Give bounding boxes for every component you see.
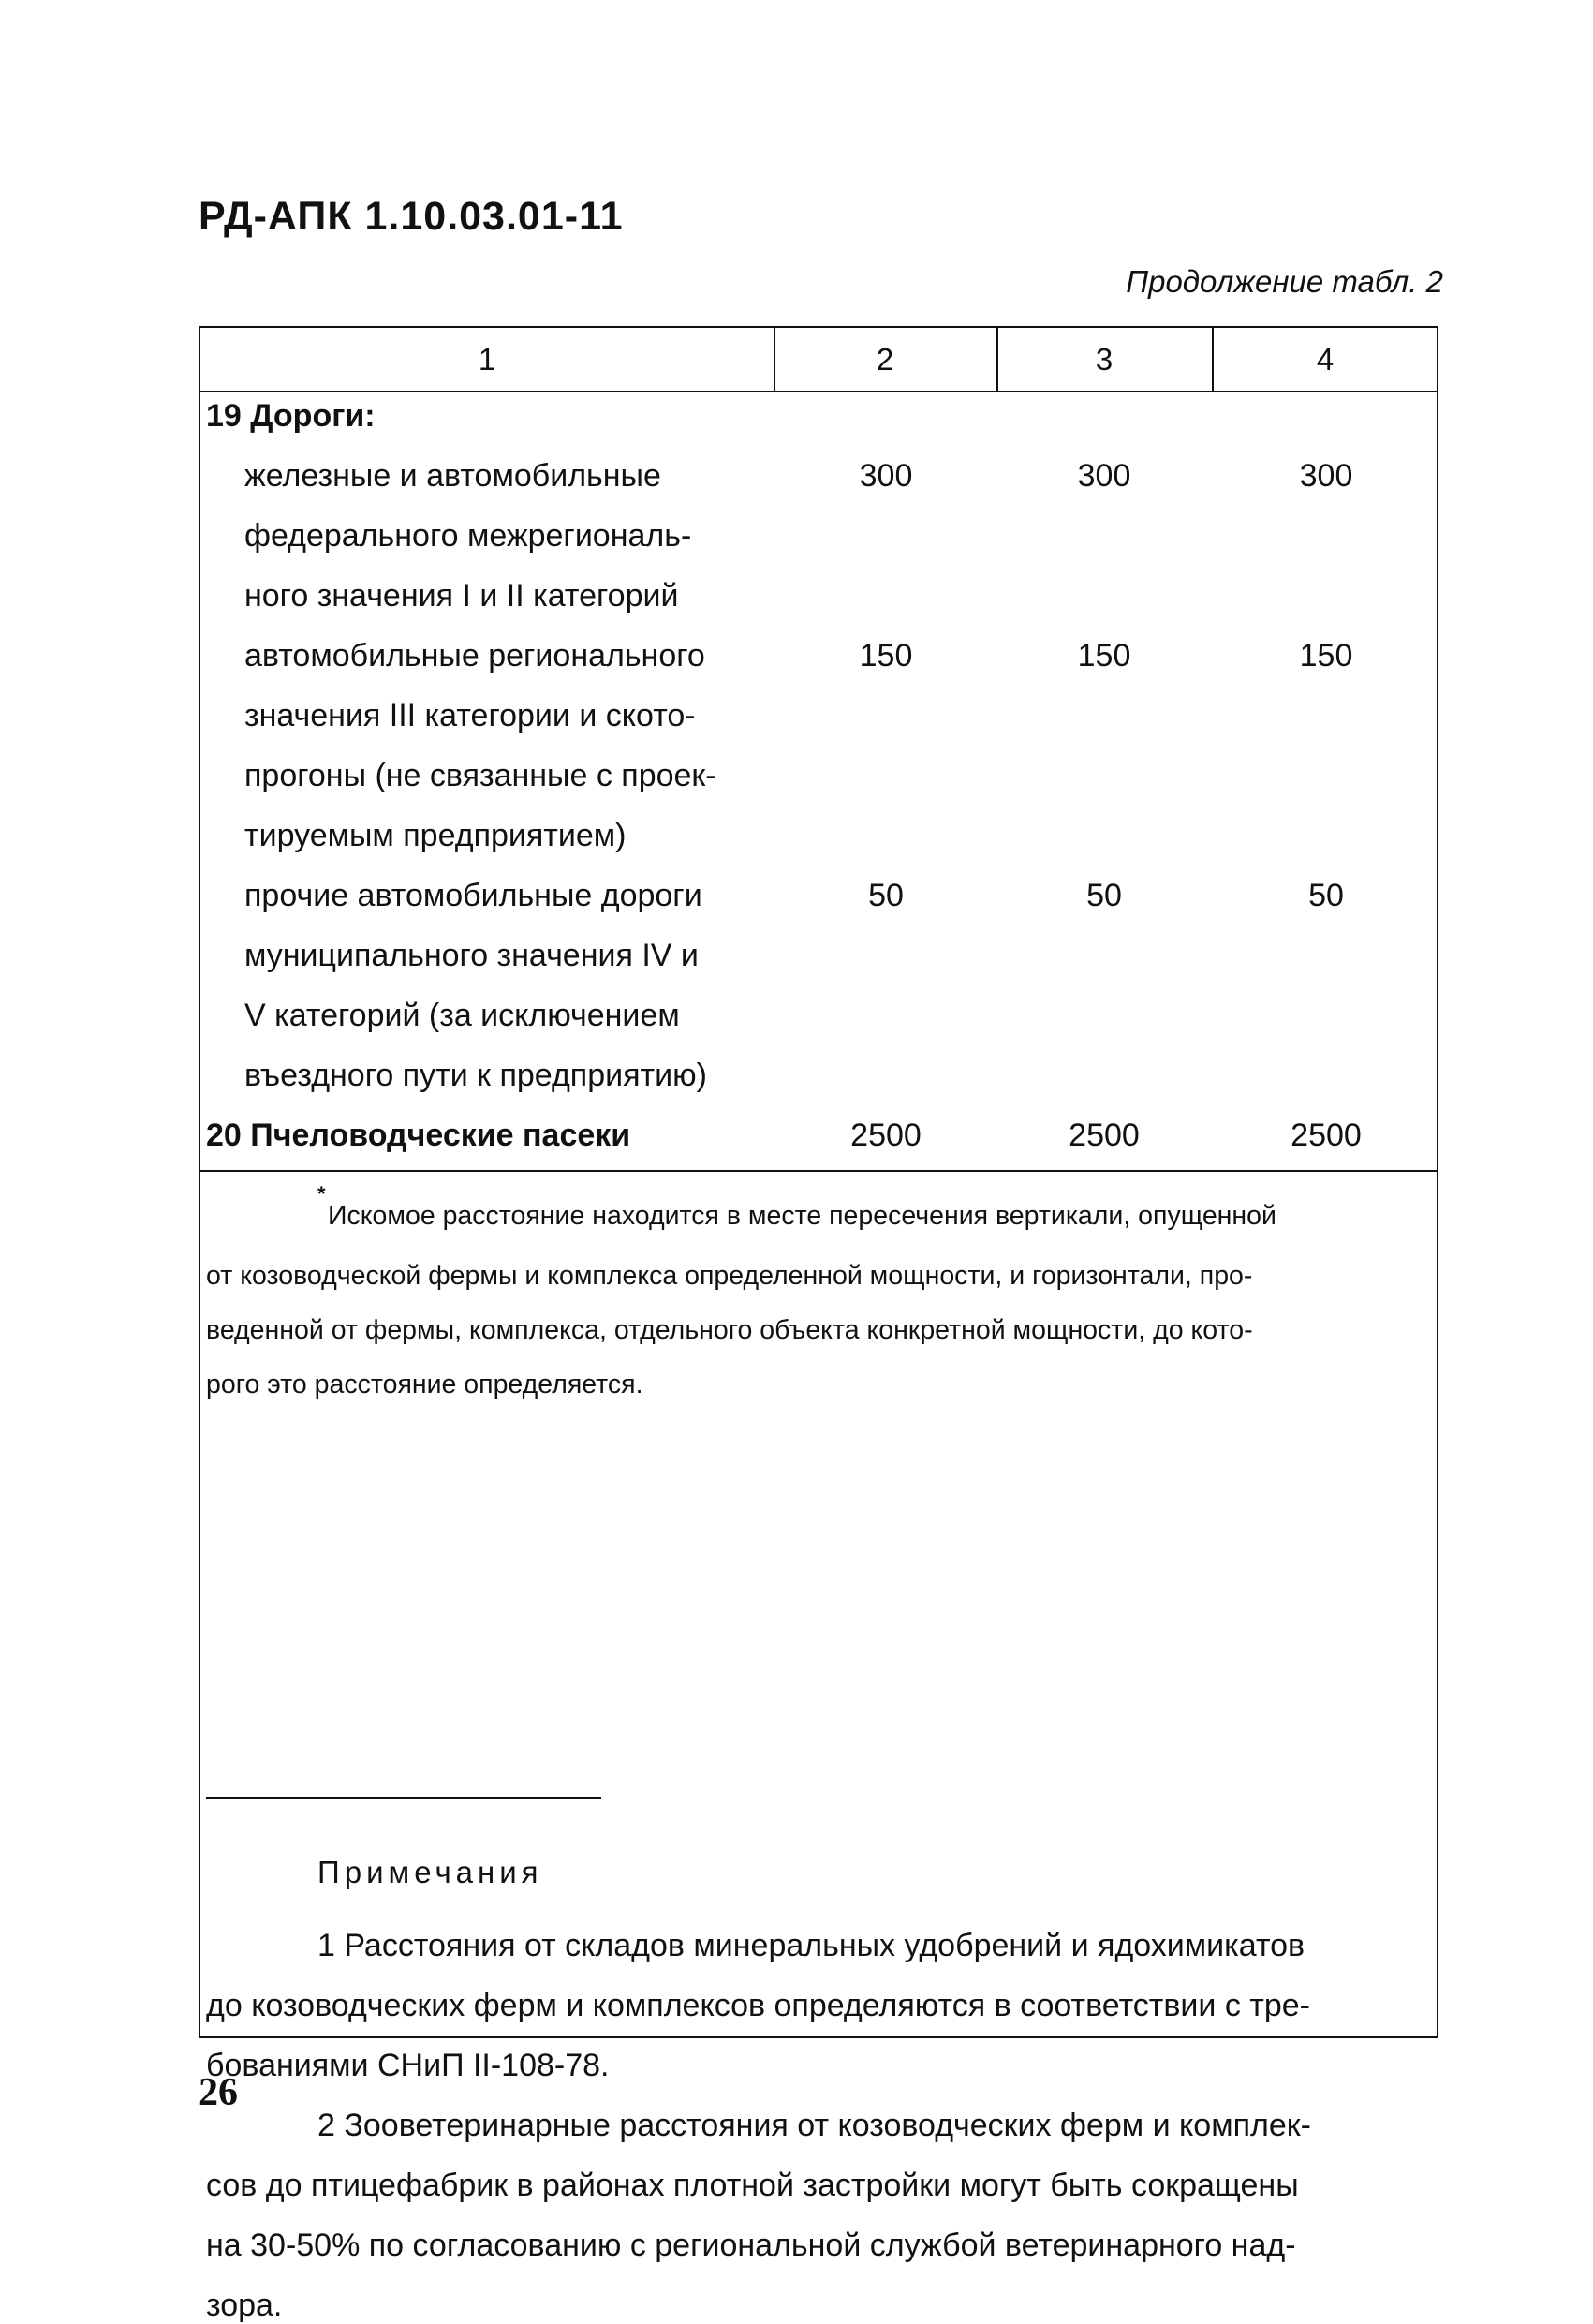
row-value-col2: 150 — [859, 638, 913, 674]
row-value-col3: 150 — [1077, 638, 1131, 674]
note-line: бованиями СНиП II-108-78. — [206, 2048, 610, 2083]
row-value-col2: 300 — [859, 458, 913, 494]
note-line: до козоводческих ферм и комплексов определяются в соответствии с тре- — [206, 1988, 1310, 2023]
note-line: зора. — [206, 2287, 283, 2323]
table-body — [200, 391, 1437, 1172]
column-header-3: 3 — [1095, 342, 1114, 377]
row-value-col4: 150 — [1299, 638, 1353, 674]
column-header-4: 4 — [1316, 342, 1335, 377]
section-19-title: 19 Дороги: — [206, 398, 376, 434]
row-label-line: железные и автомобильные — [244, 458, 661, 494]
page-number: 26 — [199, 2071, 238, 2114]
footnote-line: веденной от фермы, комплекса, отдельного объекта конкретной мощности, до кото- — [206, 1315, 1253, 1345]
row-label-line: прочие автомобильные дороги — [244, 878, 702, 913]
row-label-line: прогоны (не связанные с проек- — [244, 758, 716, 793]
row-value-col3: 50 — [1086, 878, 1122, 913]
row-label-line: тируемым предприятием) — [244, 818, 627, 853]
footnote-separator — [206, 1797, 601, 1799]
note-line: сов до птицефабрик в районах плотной застройки могут быть сокращены — [206, 2168, 1299, 2203]
section-20-title: 20 Пчеловодческие пасеки — [206, 1118, 631, 1153]
footnote-line: рого это расстояние определяется. — [206, 1369, 643, 1399]
row-label-line: значения III категории и ското- — [244, 698, 696, 733]
table-continuation-label: Продолжение табл. 2 — [1126, 264, 1443, 299]
row-value-col2: 2500 — [850, 1118, 922, 1153]
row-value-col4: 50 — [1308, 878, 1344, 913]
footnote-line: от козоводческой фермы и комплекса определенной мощности, и горизонтали, про- — [206, 1261, 1253, 1291]
footnote-line: Искомое расстояние находится в месте пересечения вертикали, опущенной — [328, 1201, 1276, 1231]
note-line: 2 Зооветеринарные расстояния от козоводческих ферм и комплек- — [317, 2108, 1311, 2143]
row-value-col2: 50 — [868, 878, 904, 913]
row-label-line: федерального межрегиональ- — [244, 518, 692, 554]
row-value-col4: 300 — [1299, 458, 1353, 494]
row-label-line: въездного пути к предприятию) — [244, 1058, 707, 1093]
notes-heading: Примечания — [317, 1855, 543, 1889]
row-value-col3: 300 — [1077, 458, 1131, 494]
row-label-line: автомобильные регионального — [244, 638, 705, 674]
footnote-marker: * — [317, 1182, 326, 1206]
row-label-line: ного значения I и II категорий — [244, 578, 679, 614]
table-header-row — [200, 328, 1437, 392]
note-line: 1 Расстояния от складов минеральных удобрений и ядохимикатов — [317, 1928, 1305, 1963]
column-header-1: 1 — [478, 342, 496, 377]
row-value-col3: 2500 — [1069, 1118, 1140, 1153]
row-label-line: муниципального значения IV и — [244, 938, 699, 973]
note-line: на 30-50% по согласованию с региональной службой ветеринарного над- — [206, 2228, 1296, 2263]
row-label-line: V категорий (за исключением — [244, 998, 680, 1033]
row-value-col4: 2500 — [1291, 1118, 1362, 1153]
column-header-2: 2 — [876, 342, 894, 377]
document-code: РД-АПК 1.10.03.01-11 — [199, 194, 624, 239]
